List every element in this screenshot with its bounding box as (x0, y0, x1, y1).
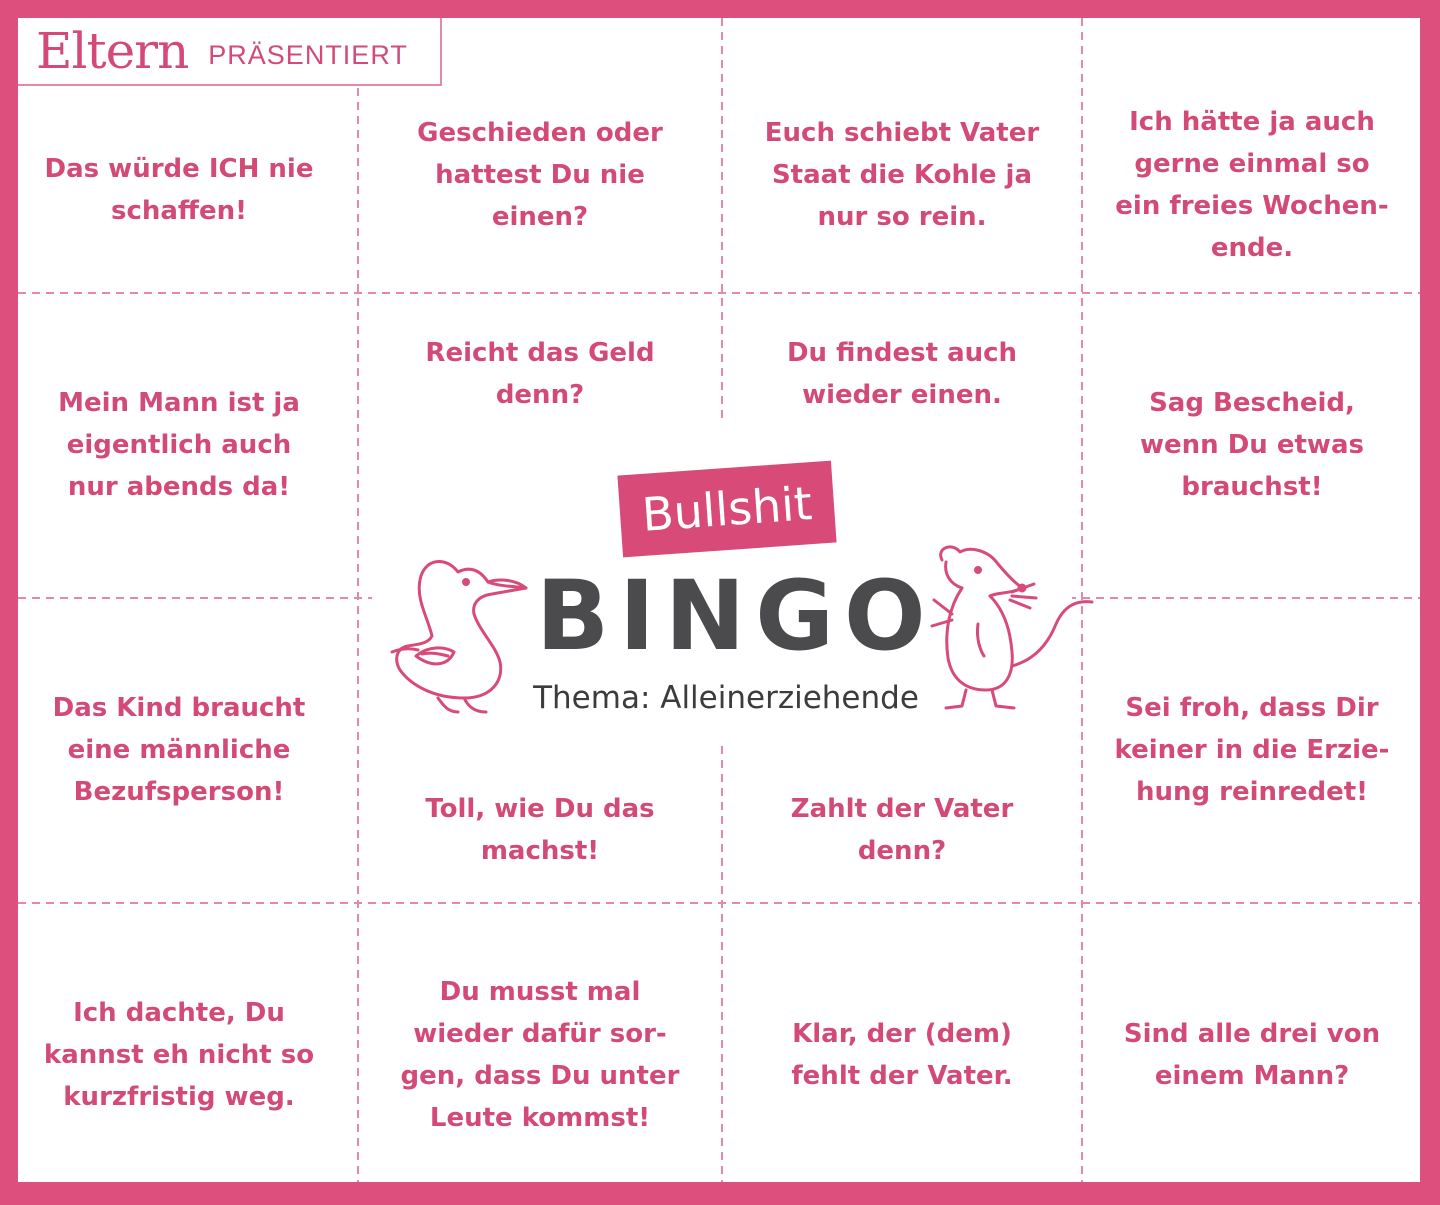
bingo-cell: Toll, wie Du das machst! (425, 794, 655, 866)
bingo-cell: Sag Bescheid, wenn Du etwas brauchst! (1140, 388, 1364, 502)
bingo-cell: Sei froh, dass Dir keiner in die Erzie- hung reinredet! (1114, 693, 1390, 807)
bingo-cell: Du findest auch wieder einen. (786, 338, 1018, 410)
bingo-cell: Geschieden oder hattest Du nie einen? (417, 118, 663, 232)
bullshit-badge: Bullshit (617, 461, 836, 558)
bingo-cell: Ich hätte ja auch gerne einmal so ein freies Wochen- ende. (1115, 107, 1389, 263)
brand-tagline: PRÄSENTIERT (208, 39, 408, 70)
bingo-cell: Sind alle drei von einem Mann? (1123, 1019, 1381, 1091)
bingo-cell: Reicht das Geld denn? (425, 338, 655, 410)
bingo-cell: Das Kind braucht eine männliche Bezufsperson! (52, 693, 306, 807)
bingo-cell: Klar, der (dem) fehlt der Vater. (791, 1019, 1013, 1091)
bingo-cell: Euch schiebt Vater Staat die Kohle ja nur so rein. (764, 118, 1040, 232)
bingo-cell: Mein Mann ist ja eigentlich auch nur abends da! (58, 388, 300, 502)
bingo-cell: Zahlt der Vater denn? (790, 794, 1014, 866)
brand-header (18, 18, 442, 86)
mouse-icon (926, 540, 1096, 715)
bingo-title: BINGO (536, 560, 936, 672)
bingo-cell: Das würde ICH nie schaffen! (44, 154, 314, 226)
theme-subtitle: Thema: Alleinerziehende (533, 680, 919, 716)
bingo-cell: Du musst mal wieder dafür sor- gen, dass Du unter Leute kommst! (400, 977, 680, 1133)
eltern-logo: Eltern (36, 22, 189, 80)
duck-icon (388, 548, 538, 718)
bingo-cell: Ich dachte, Du kannst eh nicht so kurzfristig weg. (43, 998, 315, 1112)
